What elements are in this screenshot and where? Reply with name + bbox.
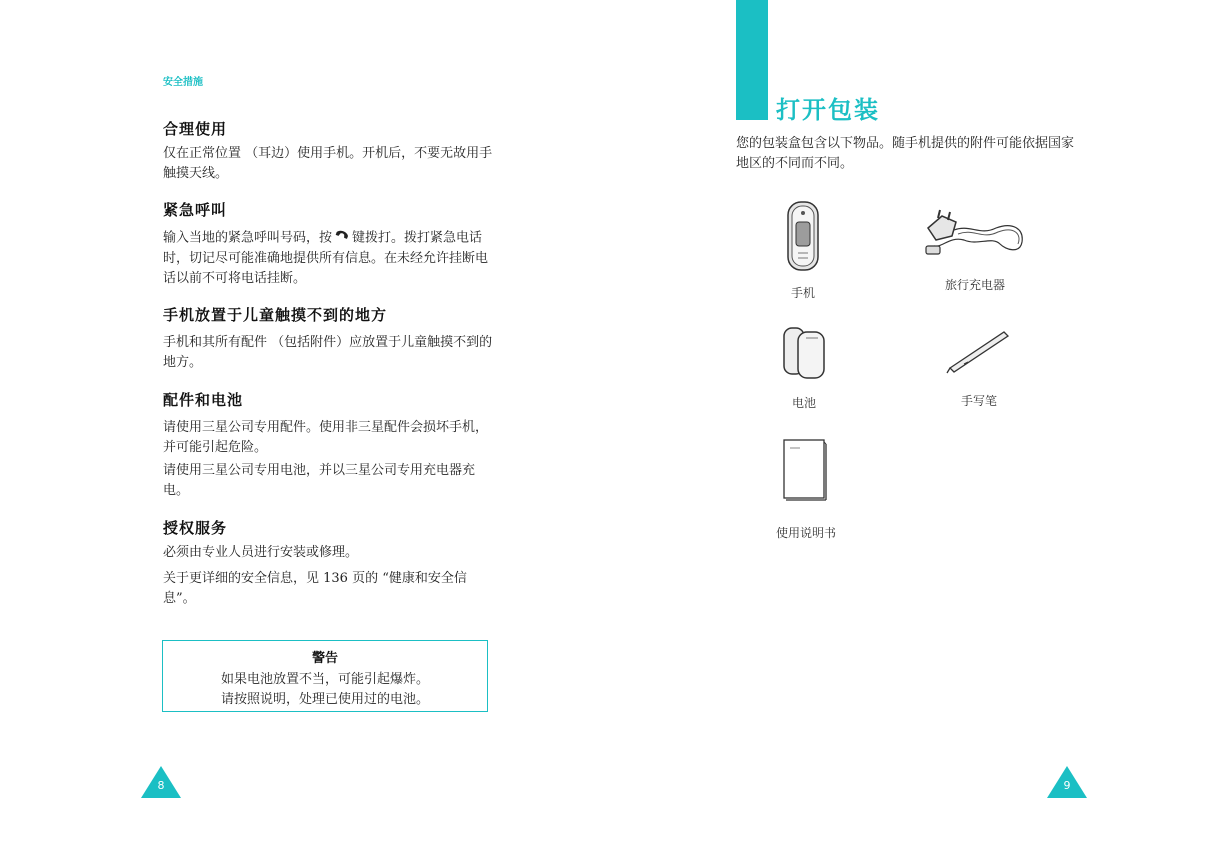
item-label: 手机 [790,286,815,300]
page-number-text: 8 [157,779,165,792]
item-label: 手写笔 [960,394,997,408]
phone-icon [782,200,824,272]
page-number-text: 9 [1063,779,1071,792]
item-battery [780,326,828,411]
section-paragraph: 关于更详细的安全信息，见 136 页的 “健康和安全信息”。 [163,571,467,606]
page-number [1047,766,1087,798]
page-number [141,766,181,798]
section-paragraph: 必须由专业人员进行安装或修理。 [163,545,359,560]
item-label: 电池 [791,396,816,410]
right-page [614,0,1228,868]
section-paragraph: 仅在正常位置 （耳边）使用手机。开机后，不要无故用手触摸天线。 [163,146,493,181]
item-phone [782,200,824,301]
section-emergency-call [163,199,495,292]
section-title: 紧急呼叫 [163,201,228,219]
call-key-icon [334,228,350,248]
manual-icon [766,438,846,502]
item-stylus [944,328,1014,409]
warning-box [162,640,488,712]
warning-line: 请按照说明，处理已使用过的电池。 [220,692,429,707]
warning-title: 警告 [311,651,338,666]
item-label: 使用说明书 [775,526,836,540]
section-paragraph: 手机和其所有配件 （包括附件）应放置于儿童触摸不到的地方。 [163,335,493,370]
section-accessories-battery [163,389,495,504]
item-label: 旅行充电器 [944,278,1005,292]
section-child-safety [163,304,495,376]
section-title: 配件和电池 [163,391,244,409]
section-authorized-service [163,517,495,612]
section-proper-use [163,118,495,187]
warning-line: 如果电池放置不当，可能引起爆炸。 [220,672,429,687]
battery-icon [780,326,828,380]
stylus-icon [944,328,1014,374]
section-title: 授权服务 [163,519,228,537]
chapter-accent-bar [736,0,768,120]
item-charger [920,206,1030,293]
section-title: 合理使用 [163,120,228,138]
running-header: 安全措施 [163,77,203,88]
charger-icon [920,206,1030,264]
paragraph-text-before: 输入当地的紧急呼叫号码，按 [163,230,333,246]
section-paragraph: 请使用三星公司专用电池，并以三星公司专用充电器充电。 [163,463,476,498]
paragraph-text-after: 键拨打。拨打紧急电话时，切记尽可能准确地提供所有信息。在未经允许挂断电话以前不可将电话挂断。 [163,230,489,286]
section-paragraph: 请使用三星公司专用配件。使用非三星配件会损坏手机，并可能引起危险。 [163,420,489,455]
section-paragraph [163,228,495,289]
section-title: 手机放置于儿童触摸不到的地方 [163,306,388,324]
chapter-title: 打开包装 [776,96,880,124]
item-manual [766,438,846,541]
intro-paragraph: 您的包装盒包含以下物品。随手机提供的附件可能依据国家地区的不同而不同。 [736,136,1075,171]
